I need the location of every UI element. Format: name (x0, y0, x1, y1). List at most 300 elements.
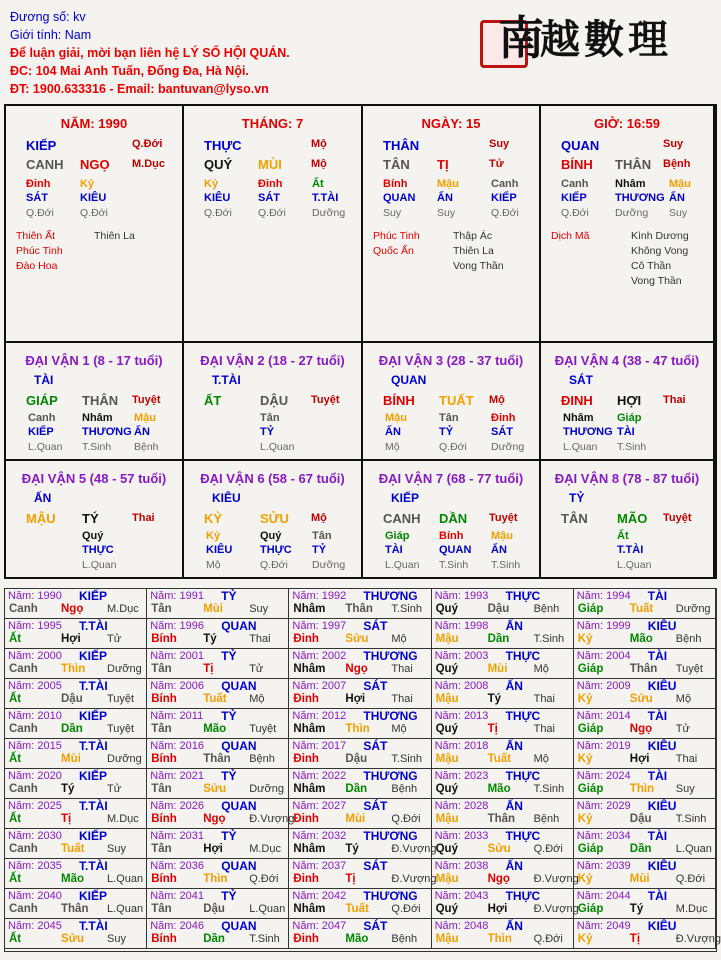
luck-hidden-god: TỶ (312, 544, 327, 556)
year-label (577, 740, 631, 752)
year-stem: Mậu (435, 813, 459, 825)
year-branch: Hợi (487, 903, 508, 915)
year-label (292, 710, 346, 722)
year-label (435, 710, 489, 722)
year-stem: Mậu (435, 633, 459, 645)
year-stem: Canh (9, 663, 38, 675)
year-label (435, 650, 489, 662)
pillar-title: NGÀY: 15 (421, 116, 481, 131)
year-number: 2042 (321, 890, 347, 902)
pillar-god: THÂN (383, 138, 420, 153)
pillar-title: NĂM: 1990 (60, 116, 128, 131)
year-god: ẤN (505, 619, 523, 633)
year-number: 2049 (606, 920, 631, 932)
year-cell (5, 589, 147, 619)
code-value: kv (73, 10, 86, 24)
year-cell (432, 649, 574, 679)
year-prefix: Năm: (576, 710, 604, 722)
year-prefix: Năm: (150, 920, 177, 932)
year-god: THƯƠNG (363, 769, 418, 783)
year-label (577, 920, 631, 932)
year-god: KIẾP (79, 649, 108, 663)
hidden-god: THƯƠNG (615, 192, 665, 204)
hidden-stem: Kỷ (80, 178, 95, 190)
year-god: ẤN (505, 679, 523, 693)
year-stem: Nhâm (293, 603, 326, 615)
year-god: KIÊU (647, 859, 677, 873)
year-god: SÁT (363, 679, 388, 693)
year-state: Suy (249, 603, 269, 615)
year-stem: Tân (151, 843, 172, 855)
year-prefix: Năm: (150, 740, 177, 752)
luck-hidden-god: ẤN (134, 426, 150, 438)
year-label (150, 860, 204, 872)
year-prefix: Năm: (150, 770, 177, 782)
luck-hidden-stem: Đinh (491, 412, 516, 424)
year-stem: Kỷ (577, 933, 593, 945)
year-stem: Quý (435, 903, 458, 915)
year-state: T.Sinh (533, 783, 565, 795)
year-prefix: Năm: (150, 590, 177, 602)
year-branch: Mùi (345, 813, 366, 825)
luck-pillar-cell (541, 343, 715, 461)
year-stem: Ất (9, 633, 22, 645)
year-cell (574, 679, 716, 709)
year-cell (147, 589, 289, 619)
hidden-stem: Mậu (437, 178, 459, 190)
year-state: T.Sinh (391, 603, 422, 615)
year-cell (5, 739, 147, 769)
year-prefix: Năm: (434, 890, 461, 902)
year-god: TỶ (221, 829, 237, 843)
luck-hidden-stem: Tân (439, 412, 459, 424)
hidden-god: ẤN (437, 192, 453, 204)
year-number: 2016 (179, 740, 205, 752)
year-branch: Thân (61, 903, 89, 915)
year-branch: Sửu (203, 783, 227, 795)
luck-branch: TÝ (82, 511, 99, 526)
year-cell (5, 799, 147, 829)
gender-value: Nam (64, 28, 92, 42)
hidden-state: Suy (383, 207, 402, 219)
luck-hidden-god: TÀI (385, 544, 403, 556)
luck-stem: TÂN (561, 511, 588, 526)
luck-hidden-stem: Nhâm (82, 412, 113, 424)
year-prefix: Năm: (292, 860, 319, 872)
luck-hidden-god: TỶ (260, 426, 275, 438)
year-prefix: Năm: (150, 710, 177, 722)
year-number: 2036 (179, 860, 205, 872)
year-cell (147, 799, 295, 829)
luck-pillar-cell (6, 461, 184, 579)
year-prefix: Năm: (434, 740, 461, 752)
luck-title: ĐẠI VẬN 6 (58 - 67 tuổi) (200, 471, 345, 486)
year-stem: Tân (151, 603, 172, 615)
hidden-state: Q.Đới (258, 207, 286, 219)
hidden-god: KIẾP (561, 192, 587, 204)
year-label (8, 860, 62, 872)
year-branch: Mão (629, 633, 653, 645)
year-label (150, 650, 204, 662)
year-cell (5, 919, 147, 949)
year-state: Đ.Vượng (391, 843, 437, 855)
year-stem: Tân (151, 663, 172, 675)
luck-hidden-state: Mộ (206, 559, 221, 571)
year-number: 2015 (37, 740, 62, 752)
star-right: Vong Thần (631, 275, 682, 287)
luck-hidden-stem: Canh (28, 412, 56, 424)
year-branch: Thìn (487, 933, 512, 945)
year-god: KIẾP (79, 829, 108, 843)
year-state: Mộ (391, 723, 407, 735)
year-label (8, 830, 62, 842)
year-stem: Kỷ (577, 753, 593, 765)
year-state: Đ.Vượng (391, 873, 437, 885)
year-label (292, 740, 346, 752)
star-left: Quốc Ấn (373, 245, 414, 257)
year-prefix: Năm: (8, 650, 35, 662)
year-branch: Ngọ (487, 873, 510, 885)
year-label (292, 680, 346, 692)
year-stem: Ất (9, 753, 22, 765)
year-branch: Dậu (345, 753, 368, 765)
year-number: 2037 (321, 860, 347, 872)
year-state: Bệnh (391, 783, 418, 795)
year-cell (289, 919, 431, 949)
pillar-title: THÁNG: 7 (241, 116, 304, 131)
year-stem: Đinh (293, 633, 319, 645)
luck-pillar-cell (184, 343, 363, 461)
year-prefix: Năm: (150, 650, 177, 662)
year-prefix: Năm: (434, 590, 461, 602)
year-state: Tử (249, 663, 264, 675)
year-cell (432, 589, 574, 619)
hidden-stem: Canh (491, 178, 519, 190)
year-stem: Kỷ (577, 873, 593, 885)
hidden-state: Q.Đới (80, 207, 108, 219)
year-state: Q.Đới (391, 903, 421, 915)
luck-title: ĐẠI VẬN 3 (28 - 37 tuổi) (378, 353, 524, 368)
year-branch: Mùi (61, 753, 81, 765)
luck-hidden-state: Q.Đới (260, 559, 288, 571)
year-number: 2008 (463, 680, 489, 692)
year-cell (432, 889, 579, 919)
year-state: Q.Đới (249, 873, 279, 885)
year-stem: Mậu (435, 753, 459, 765)
year-god: ẤN (505, 859, 523, 873)
luck-pillar-cell (541, 461, 715, 579)
year-cell (432, 619, 574, 649)
year-god: QUAN (221, 919, 257, 933)
year-god: QUAN (221, 619, 257, 633)
yearly-grid (4, 588, 721, 952)
year-label (577, 680, 631, 692)
year-number: 2032 (321, 830, 347, 842)
year-god: THƯƠNG (363, 829, 418, 843)
year-state: Q.Đới (533, 843, 563, 855)
year-god: T.TÀI (79, 619, 108, 633)
year-prefix: Năm: (434, 770, 461, 782)
year-stem: Giáp (577, 843, 604, 855)
luck-hidden-state: Dưỡng (312, 559, 346, 571)
year-branch: Tý (203, 633, 217, 645)
year-cell (5, 619, 147, 649)
year-state: Bệnh (675, 633, 702, 645)
year-branch: Ngọ (629, 723, 653, 735)
hidden-god: SÁT (258, 192, 280, 204)
year-cell (574, 649, 716, 679)
year-stem: Canh (9, 603, 38, 615)
year-god: KIẾP (79, 709, 108, 723)
year-label (8, 740, 62, 752)
year-state: Thai (391, 663, 413, 675)
luck-title: ĐẠI VẬN 2 (18 - 27 tuổi) (200, 353, 345, 368)
luck-pillar-cell (6, 343, 184, 461)
year-prefix: Năm: (8, 740, 35, 752)
year-state: Tử (675, 723, 690, 735)
year-stem: Ất (9, 813, 22, 825)
luck-god: ẤN (34, 491, 52, 505)
year-label (435, 770, 489, 782)
logo (478, 8, 718, 72)
year-number: 1995 (37, 620, 62, 632)
year-stem: Tân (151, 903, 172, 915)
year-god: TỶ (221, 649, 237, 663)
hidden-state: Q.Đới (204, 207, 232, 219)
star-left: Dịch Mã (551, 230, 590, 242)
luck-hidden-god: KIẾP (28, 426, 54, 438)
hidden-stem: Đinh (258, 178, 283, 190)
year-label (8, 710, 62, 722)
year-state: Suy (107, 933, 126, 945)
year-state: Mộ (249, 693, 265, 705)
luck-hidden-state: Mộ (385, 441, 400, 453)
year-number: 2024 (606, 770, 631, 782)
brand-title: 越數理 (540, 16, 672, 63)
luck-branch: MÃO (617, 511, 648, 526)
year-number: 2039 (606, 860, 631, 872)
luck-pillar-cell (184, 461, 363, 579)
year-god: T.TÀI (79, 679, 108, 693)
year-number: 2026 (179, 800, 205, 812)
year-branch: Tý (61, 783, 75, 795)
luck-title: ĐẠI VẬN 4 (38 - 47 tuổi) (554, 353, 700, 368)
year-god: QUAN (221, 739, 257, 753)
year-branch: Dậu (629, 813, 652, 825)
year-label (150, 920, 204, 932)
hidden-god: KIÊU (204, 192, 231, 204)
year-number: 2019 (606, 740, 631, 752)
pillar-stem-state: Q.Đới (132, 138, 163, 150)
year-number: 2033 (463, 830, 489, 842)
year-number: 2012 (321, 710, 347, 722)
luck-branch: TUẤT (439, 393, 474, 408)
year-label (8, 620, 62, 632)
pillar-stem-state: Mộ (311, 138, 327, 150)
luck-stem: CANH (383, 511, 421, 526)
year-branch: Sửu (61, 933, 85, 945)
year-cell (289, 649, 431, 679)
hidden-god: T.TÀI (312, 192, 339, 204)
luck-hidden-state: Bệnh (134, 441, 159, 453)
year-state: T.Sinh (675, 813, 707, 825)
year-number: 2003 (463, 650, 489, 662)
branch-state: Mộ (311, 158, 327, 170)
luck-hidden-god: KIÊU (206, 544, 233, 556)
hidden-stem: Đinh (26, 178, 51, 190)
year-state: Bệnh (391, 933, 418, 945)
year-number: 2002 (321, 650, 347, 662)
year-label (577, 710, 631, 722)
year-prefix: Năm: (292, 590, 319, 602)
year-prefix: Năm: (292, 710, 319, 722)
year-label (577, 800, 631, 812)
year-state: T.Sinh (249, 933, 280, 945)
luck-state: Tuyệt (663, 512, 692, 524)
year-state: Dưỡng (675, 603, 711, 615)
luck-branch: SỬU (260, 511, 289, 526)
year-branch: Mão (487, 783, 511, 795)
year-state: Bệnh (249, 753, 275, 765)
year-state: Bệnh (533, 813, 560, 825)
pillar-cell (541, 106, 715, 343)
year-god: SÁT (363, 799, 388, 813)
year-cell (289, 589, 431, 619)
year-stem: Kỷ (577, 693, 593, 705)
year-label (8, 800, 62, 812)
hidden-state: Suy (437, 207, 456, 219)
year-branch: Tuất (487, 753, 512, 765)
header (0, 0, 720, 104)
year-cell (147, 649, 289, 679)
year-stem: Mậu (435, 873, 459, 885)
year-cell (289, 829, 437, 859)
luck-god: KIẾP (391, 491, 420, 505)
luck-hidden-stem: Bính (439, 530, 464, 542)
year-branch: Thân (629, 663, 658, 675)
earthly-branch: NGỌ (80, 157, 110, 172)
year-cell (289, 679, 431, 709)
year-stem: Quý (435, 783, 458, 795)
year-cell (5, 829, 147, 859)
year-prefix: Năm: (576, 590, 604, 602)
year-god: QUAN (221, 799, 257, 813)
year-prefix: Năm: (8, 710, 35, 722)
luck-title: ĐẠI VẬN 7 (68 - 77 tuổi) (378, 471, 524, 486)
year-stem: Nhâm (293, 843, 326, 855)
year-prefix: Năm: (8, 920, 35, 932)
year-number: 2025 (37, 800, 62, 812)
year-label (150, 710, 203, 722)
year-god: QUAN (221, 679, 257, 693)
year-number: 2034 (606, 830, 631, 842)
year-stem: Nhâm (293, 663, 326, 675)
star-right: Cô Thần (631, 260, 672, 272)
luck-god: KIÊU (212, 491, 241, 505)
year-state: Dưỡng (107, 753, 142, 765)
year-branch: Dần (629, 843, 652, 855)
year-prefix: Năm: (292, 800, 319, 812)
year-cell (289, 619, 431, 649)
year-cell (289, 769, 431, 799)
year-stem: Canh (9, 723, 38, 735)
luck-hidden-stem: Giáp (617, 412, 642, 424)
year-prefix: Năm: (292, 920, 319, 932)
year-stem: Giáp (577, 603, 604, 615)
year-label (150, 620, 204, 632)
luck-hidden-stem: Mậu (134, 412, 156, 424)
year-state: Mộ (391, 633, 407, 645)
year-god: TÀI (647, 889, 668, 903)
star-right: Thiên La (453, 245, 494, 257)
year-state: Tuyệt (249, 723, 277, 735)
year-branch: Tý (629, 903, 644, 915)
year-cell (147, 679, 289, 709)
year-god: TÀI (647, 589, 668, 603)
year-stem: Kỷ (577, 813, 593, 825)
year-god: TÀI (647, 649, 668, 663)
year-number: 2004 (606, 650, 631, 662)
year-number: 2028 (463, 800, 489, 812)
year-label (150, 830, 204, 842)
earthly-branch: MÙI (258, 157, 282, 172)
pillar-stem-state: Suy (489, 138, 510, 150)
year-cell (147, 709, 289, 739)
star-right: Không Vong (631, 245, 689, 257)
code-label: Đương số: (10, 10, 70, 24)
hidden-god: KIẾP (491, 192, 517, 204)
year-stem: Bính (151, 873, 177, 885)
year-god: ẤN (505, 739, 523, 753)
year-branch: Thìn (61, 663, 86, 675)
year-label (8, 920, 62, 932)
year-branch: Mùi (203, 603, 223, 615)
year-god: TỶ (221, 769, 237, 783)
year-state: Mộ (675, 693, 692, 705)
year-cell (574, 589, 716, 619)
luck-branch: DẬU (260, 393, 289, 408)
year-prefix: Năm: (292, 650, 319, 662)
hidden-stem: Nhâm (615, 178, 646, 190)
luck-pillar-cell (363, 461, 541, 579)
year-number: 2014 (606, 710, 631, 722)
year-number: 2041 (179, 890, 205, 902)
year-stem: Kỷ (577, 633, 593, 645)
year-cell (5, 649, 147, 679)
year-prefix: Năm: (576, 860, 604, 872)
year-prefix: Năm: (576, 920, 604, 932)
luck-hidden-stem: Nhâm (563, 412, 594, 424)
year-god: SÁT (363, 919, 388, 933)
year-god: T.TÀI (79, 859, 108, 873)
year-stem: Tân (151, 783, 172, 795)
contact-line-2: ĐC: 104 Mai Anh Tuấn, Đống Đa, Hà Nội. (10, 64, 249, 78)
year-branch: Dần (487, 633, 510, 645)
year-number: 2048 (463, 920, 489, 932)
hidden-god: ẤN (669, 192, 685, 204)
hidden-god: QUAN (383, 192, 416, 204)
year-stem: Canh (9, 783, 38, 795)
year-cell (574, 829, 716, 859)
year-cell (574, 859, 716, 889)
heavenly-stem: QUÝ (204, 157, 233, 172)
luck-stem: GIÁP (26, 393, 58, 408)
year-prefix: Năm: (292, 830, 319, 842)
year-state: M.Dục (675, 903, 708, 915)
year-label (435, 680, 489, 692)
year-label (435, 890, 489, 902)
year-god: KIÊU (647, 679, 677, 693)
